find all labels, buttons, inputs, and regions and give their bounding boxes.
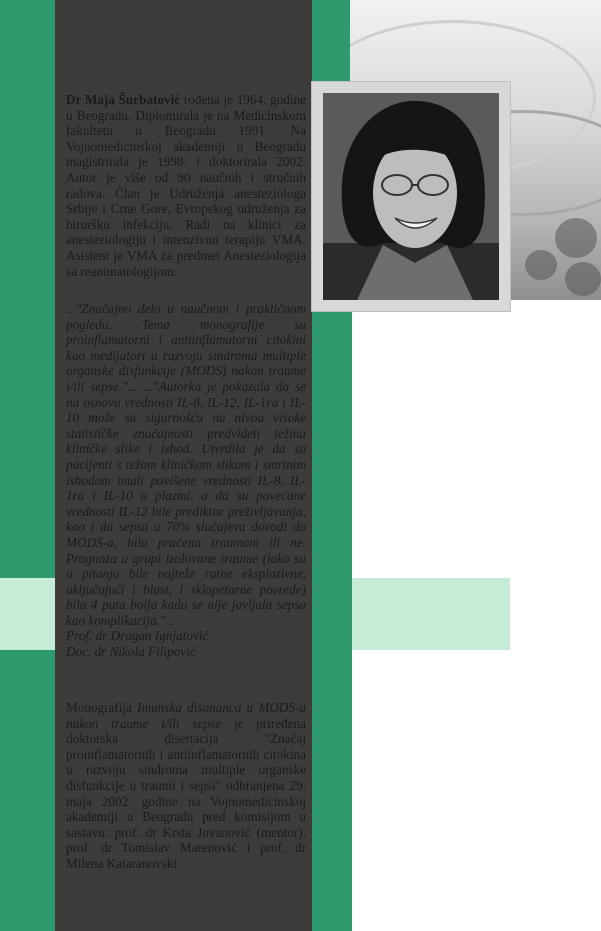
portrait-illustration: [323, 93, 499, 300]
monograph-title: Imunska disonanca u MODS-u nakon traume i/ili sepse: [66, 700, 306, 731]
background-blob: [525, 250, 557, 280]
author-name: Dr Maja Šurbatović: [66, 92, 181, 107]
author-biography: [66, 92, 306, 279]
monograph-prefix: Monografija: [66, 700, 138, 715]
review-quote: [66, 301, 306, 660]
biography-text: rođena je 1964. godine u Beogradu. Diplomirala je na Medicinskom fakultetu u Beogradu 1991. Na Vojnomedicinskoj akademiji u Beogradu magistrirala je 1998. i doktorirala 2002. Autor je više od 90 naučnih i stručnih radova. Član je Udruženja anesteziologa Srbije i Crne Gore, Evropskog udruženja za hiruršku infekciju. Radi na klinici za anesteziologiju i intenzivnu terapiju VMA. Asistent je VMA za predmet Anesteziologija sa reanimatologijom.: [66, 92, 306, 279]
quote-paragraph: ..."Autorka je pokazala da se na osnovu vrednosti IL-8, IL-12, IL-1ra i IL-10 može sa sigurnošću na nivou visoke statističke značajnosti predvideti težina kliničke slike i ishod. Utvrdila je da su pacijenti s težom kliničkom slikom i smrtnim ishodom imali povišene vrednosti IL-8, IL-1ra i IL-10 u plazmi, a da su povećane vrednosti IL-12 bile prediktor preživljavanja, kao i da sepsa u 70% slučajeva dovodi do MODS-a, bila praćena traumom ili ne. Prognoza u grupi izolovane traume (iako su u pitanju bile najteže ratne eksplozivne, uključujući i blast, i sklopetarne povrede) bila 4 puta bolja kada se nije javljala sepsa kao komplikacija."...: [66, 378, 306, 628]
background-blob: [555, 218, 597, 258]
background-blob: [565, 262, 601, 296]
left-green-stripe: [0, 0, 55, 931]
signature-reviewer-2: Doc. dr Nikola Filipović: [66, 644, 196, 660]
author-portrait: [323, 93, 499, 300]
monograph-description: [66, 700, 306, 872]
signature-reviewer-1: Prof. dr Dragan Ignjatović: [66, 628, 209, 644]
quote-paragraph: ..."Značajno delo u naučnom i praktičnom pogledu. Tema monografije su proinflamatorni i antiinflamatorni citokini kao medijatori u razvoju sindroma multiple organske disfunkcije (MODS) nakon traume i/ili sepse."...: [66, 301, 306, 394]
author-portrait-frame: [311, 81, 511, 312]
monograph-text: je priređena doktorska disertacija "Značaj proinflamatornih i antiinflamatornih citokina u razvoju sindroma multiple organske disfunkcije u traumi i sepsi" odbranjena 29. maja 2002. godine na Vojnomedicinskoj akademiji u Beogradu pred komisijom u sastavu: prof. dr Krsta Jovanović (mentor), prof. dr Tomislav Marenović i prof. dr Milena Kataranovski.: [66, 715, 306, 871]
